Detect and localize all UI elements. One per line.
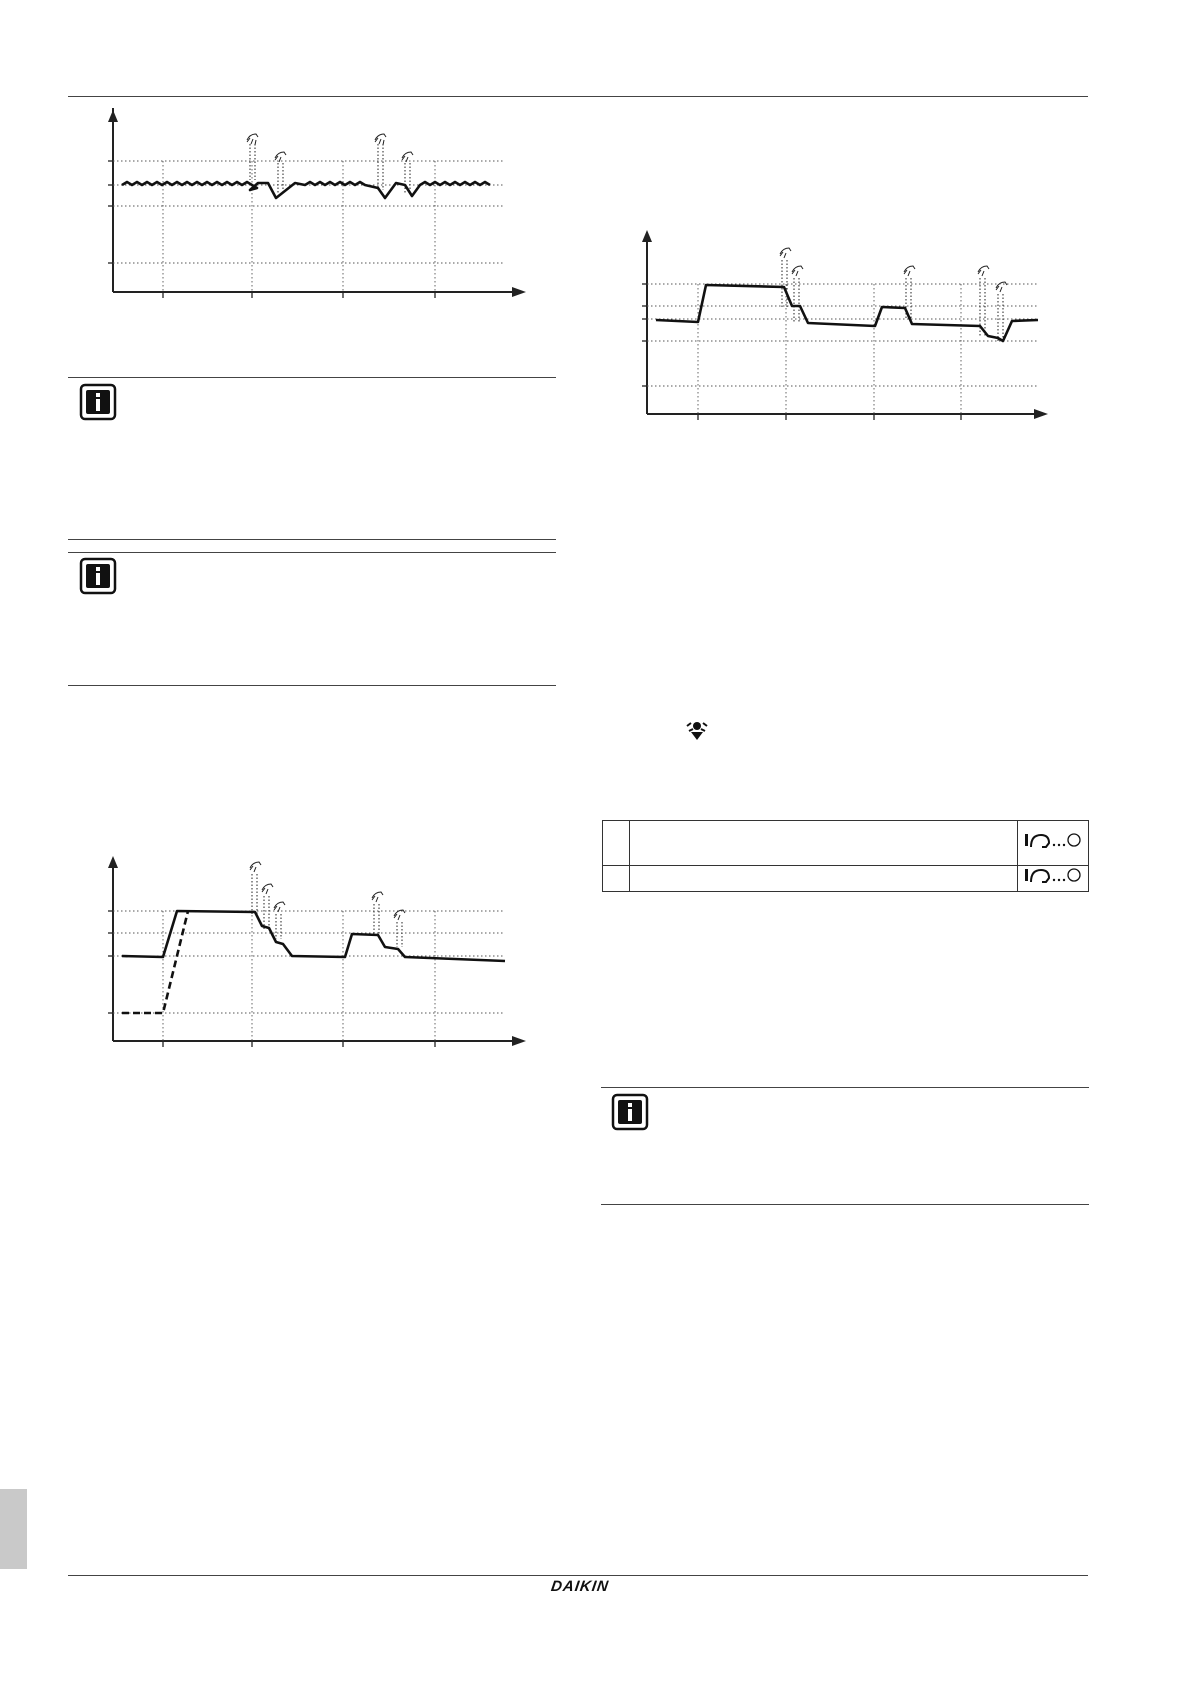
chart-top-right xyxy=(630,228,1070,428)
chart-top-left xyxy=(100,108,540,308)
x-axis-arrow xyxy=(512,1036,526,1046)
side-tab xyxy=(0,1489,27,1569)
info-box-2-bottom-rule xyxy=(68,685,556,686)
info-icon xyxy=(79,383,117,421)
settings-table xyxy=(602,820,1089,892)
table-row xyxy=(603,866,1089,892)
x-axis-arrow xyxy=(512,287,526,297)
info-box-3-top-rule xyxy=(601,1087,1089,1088)
table-row xyxy=(603,821,1089,866)
temperature-line xyxy=(656,285,1038,341)
y-axis-arrow xyxy=(108,856,118,868)
info-box-2-top-rule xyxy=(68,552,556,553)
x-axis-arrow xyxy=(1034,409,1048,419)
info-icon xyxy=(611,1093,649,1131)
footer-rule xyxy=(68,1575,1088,1576)
y-axis-arrow xyxy=(642,230,652,242)
tap-icon xyxy=(247,134,413,193)
temperature-line xyxy=(122,911,505,961)
daikin-logo: DAIKIN xyxy=(549,1578,611,1595)
remote-control-icon xyxy=(1023,831,1083,851)
weather-dependent-icon xyxy=(683,718,711,742)
info-box-3-bottom-rule xyxy=(601,1204,1089,1205)
remote-control-icon xyxy=(1023,866,1083,886)
tap-icon xyxy=(780,248,1007,343)
dashed-line xyxy=(122,911,188,1013)
header-rule xyxy=(68,96,1088,97)
info-box-1-bottom-rule xyxy=(68,539,556,540)
chart-bottom-left xyxy=(100,854,540,1054)
y-axis-arrow xyxy=(108,110,118,122)
info-icon xyxy=(79,557,117,595)
info-box-1-top-rule xyxy=(68,377,556,378)
